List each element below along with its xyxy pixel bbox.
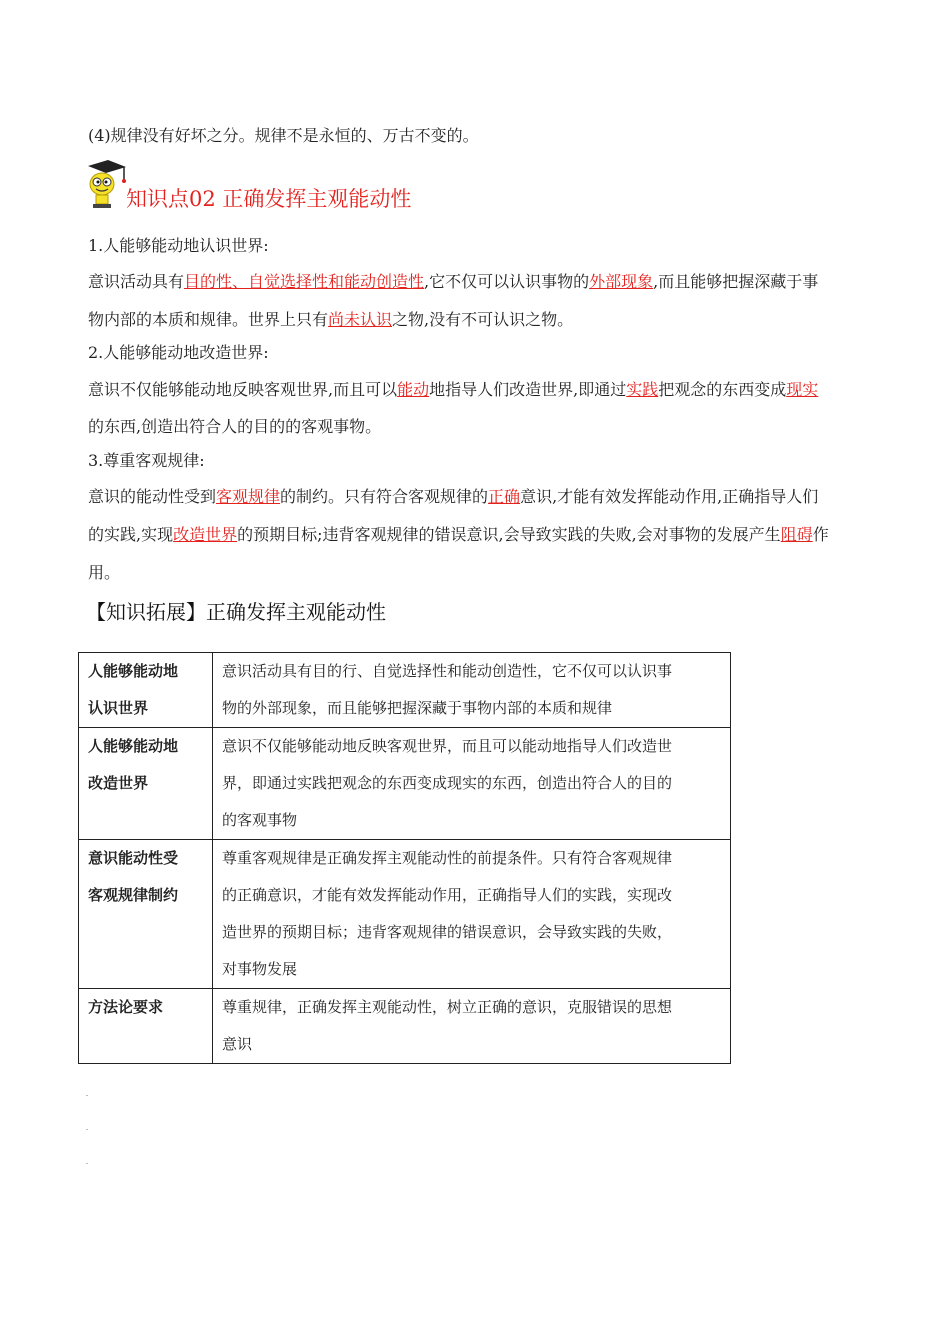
row-key — [79, 653, 213, 728]
value-line: 的客观事物 — [222, 811, 298, 829]
key-line: 人能够能动地 — [88, 737, 179, 755]
text: 意识活动具有 — [88, 272, 185, 291]
text: 的制约。只有符合客观规律的 — [280, 487, 489, 506]
section2-line1 — [88, 380, 818, 400]
key-term: 尚未认识 — [328, 310, 393, 329]
text: 意识,才能有效发挥能动作用,正确指导人们 — [520, 487, 819, 506]
section3-line2 — [88, 525, 829, 545]
text: 地指导人们改造世界,即通过 — [429, 380, 627, 399]
value-line: 的正确意识，才能有效发挥能动作用，正确指导人们的实践，实现改 — [222, 886, 673, 904]
key-term: 现实 — [786, 380, 819, 399]
table-row — [79, 728, 731, 840]
row-value — [213, 653, 731, 728]
value-line: 意识 — [222, 1035, 253, 1053]
key-term: 能动 — [397, 380, 430, 399]
intro-line: (4)规律没有好坏之分。规律不是永恒的、万古不变的。 — [88, 126, 479, 145]
row-value — [213, 840, 731, 989]
value-line: 对事物发展 — [222, 960, 298, 978]
section3-line3: 用。 — [88, 563, 121, 582]
text: 作 — [812, 525, 829, 544]
row-value — [213, 728, 731, 840]
graduate-mascot-icon — [84, 158, 128, 210]
section2-line2: 的东西,创造出符合人的目的的客观事物。 — [88, 417, 382, 436]
paragraph-mark — [86, 1129, 88, 1130]
section1-line2 — [88, 310, 573, 330]
summary-table — [78, 652, 731, 1064]
row-key — [79, 840, 213, 989]
value-line: 造世界的预期目标；违背客观规律的错误意识，会导致实践的失败， — [222, 923, 673, 941]
key-term: 改造世界 — [173, 525, 238, 544]
key-term: 正确 — [488, 487, 521, 506]
key-term: 实践 — [626, 380, 659, 399]
key-line: 人能够能动地 — [88, 662, 179, 680]
text: ,它不仅可以认识事物的 — [424, 272, 590, 291]
text: 物内部的本质和规律。世界上只有 — [88, 310, 329, 329]
row-key — [79, 728, 213, 840]
key-line: 方法论要求 — [88, 998, 164, 1016]
key-line: 意识能动性受 — [88, 849, 179, 867]
row-key — [79, 989, 213, 1064]
text: 意识的能动性受到 — [88, 487, 217, 506]
value-line: 尊重规律，正确发挥主观能动性，树立正确的意识，克服错误的思想 — [222, 998, 673, 1016]
text: 的预期目标;违背客观规律的错误意识,会导致实践的失败,会对事物的发展产生 — [237, 525, 781, 544]
key-term: 外部现象 — [589, 272, 654, 291]
heading-title: 知识点02 正确发挥主观能动性 — [126, 187, 412, 211]
value-line: 界，即通过实践把观念的东西变成现实的东西，创造出符合人的目的 — [222, 774, 673, 792]
table-row — [79, 989, 731, 1064]
section2-title: 2.人能够能动地改造世界: — [88, 343, 269, 362]
text: 的实践,实现 — [88, 525, 174, 544]
value-line: 尊重客观规律是正确发挥主观能动性的前提条件。只有符合客观规律 — [222, 849, 673, 867]
key-term: 阻碍 — [780, 525, 813, 544]
row-value — [213, 989, 731, 1064]
table-row — [79, 840, 731, 989]
text: 之物,没有不可认识之物。 — [392, 310, 574, 329]
key-term: 客观规律 — [216, 487, 281, 506]
text: ,而且能够把握深藏于事 — [653, 272, 819, 291]
key-line: 客观规律制约 — [88, 886, 179, 904]
table-row — [79, 653, 731, 728]
extension-title: 【知识拓展】正确发挥主观能动性 — [86, 600, 386, 624]
text: 把观念的东西变成 — [658, 380, 787, 399]
value-line: 物的外部现象，而且能够把握深藏于事物内部的本质和规律 — [222, 699, 613, 717]
section3-title: 3.尊重客观规律: — [88, 451, 205, 470]
section1-line1 — [88, 272, 818, 292]
section1-title: 1.人能够能动地认识世界: — [88, 236, 269, 255]
value-line: 意识活动具有目的行、自觉选择性和能动创造性，它不仅可以认识事 — [222, 662, 673, 680]
value-line: 意识不仅能够能动地反映客观世界，而且可以能动地指导人们改造世 — [222, 737, 673, 755]
key-line: 改造世界 — [88, 774, 149, 792]
text: 意识不仅能够能动地反映客观世界,而且可以 — [88, 380, 398, 399]
key-term: 目的性、自觉选择性和能动创造性 — [184, 272, 425, 291]
paragraph-mark — [86, 1163, 88, 1164]
paragraph-mark — [86, 1095, 88, 1096]
key-line: 认识世界 — [88, 699, 149, 717]
section3-line1 — [88, 487, 818, 507]
